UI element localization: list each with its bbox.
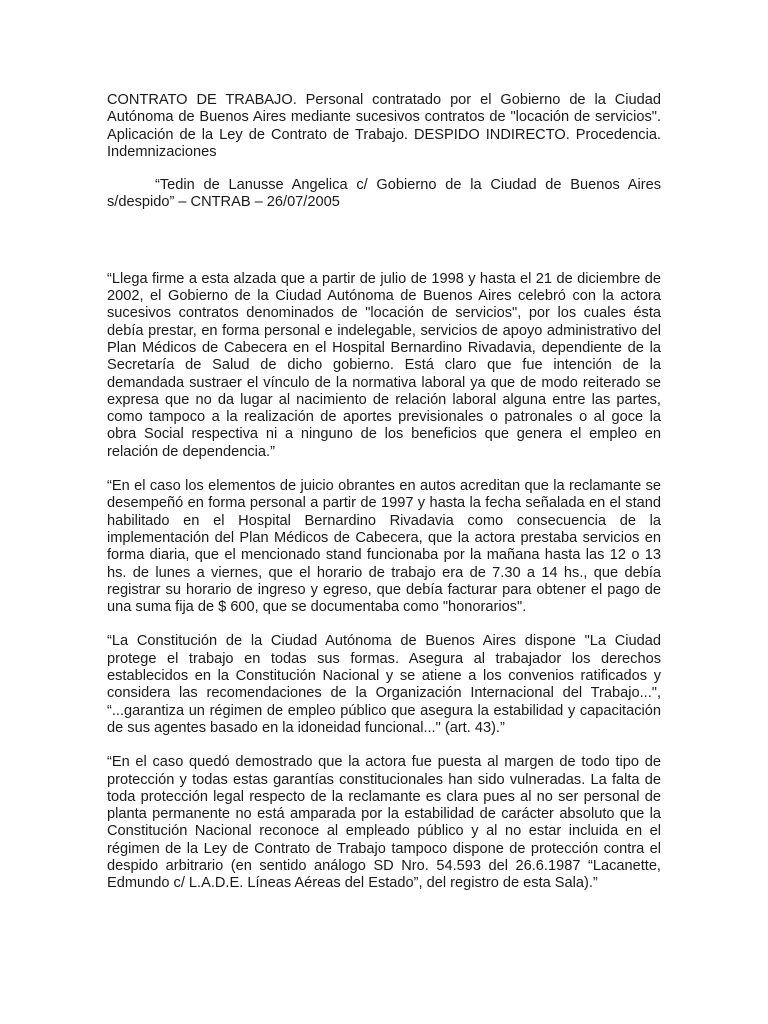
paragraph-2: “En el caso los elementos de juicio obrantes en autos acreditan que la reclamante se desempeñó en forma personal a partir de 1997 y hasta la fecha señalada en el stand habilitado en el Hospital Bernardino Rivadavia como consecuencia de la implementación del Plan Médicos de Cabecera, que la actora prestaba servicios en forma diaria, que el mencionado stand funcionaba por la mañana hasta las 12 o 13 hs. de lunes a viernes, que el horario de trabajo era de 7.30 a 14 hs., que debía registrar su horario de ingreso y egreso, que debía facturar para obtener el pago de una suma fija de $ 600, que se documentaba como "honorarios".: [107, 478, 661, 616]
document-heading: CONTRATO DE TRABAJO. Personal contratado por el Gobierno de la Ciudad Autónoma de Buenos Aires mediante sucesivos contratos de "locación de servicios". Aplicación de la Ley de Contrato de Trabajo. DESPIDO INDIRECTO. Procedencia. Indemnizaciones: [107, 92, 661, 160]
document-page: [107, 92, 661, 910]
case-citation: “Tedin de Lanusse Angelica c/ Gobierno de la Ciudad de Buenos Aires s/despido” – CNTRAB – 26/07/2005: [107, 177, 661, 211]
paragraph-3: “La Constitución de la Ciudad Autónoma de Buenos Aires dispone "La Ciudad protege el trabajo en todas sus formas. Asegura al trabajador los derechos establecidos en la Constitución Nacional y se atiene a los convenios ratificados y considera las recomendaciones de la Organización Internacional del Trabajo...", “...garantiza un régimen de empleo público que asegura la estabilidad y capacitación de sus agentes basado en la idoneidad funcional..." (art. 43).”: [107, 633, 661, 736]
paragraph-4: “En el caso quedó demostrado que la actora fue puesta al margen de todo tipo de protección y todas estas garantías constitucionales han sido vulneradas. La falta de toda protección legal respecto de la reclamante es clara pues al no ser personal de planta permanente no está amparada por la estabilidad de carácter absoluto que la Constitución Nacional reconoce al empleado público y al no estar incluida en el régimen de la Ley de Contrato de Trabajo tampoco dispone de protección contra el despido arbitrario (en sentido análogo SD Nro. 54.593 del 26.6.1987 “Lacanette, Edmundo c/ L.A.D.E. Líneas Aéreas del Estado”, del registro de esta Sala).”: [107, 754, 661, 892]
paragraph-1: “Llega firme a esta alzada que a partir de julio de 1998 y hasta el 21 de diciembre de 2002, el Gobierno de la Ciudad Autónoma de Buenos Aires celebró con la actora sucesivos contratos denominados de "locación de servicios", por los cuales ésta debía prestar, en forma personal e indelegable, servicios de apoyo administrativo del Plan Médicos de Cabecera en el Hospital Bernardino Rivadavia, dependiente de la Secretaría de Salud de dicho gobierno. Está claro que fue intención de la demandada sustraer el vínculo de la normativa laboral ya que de modo reiterado se expresa que no da lugar al nacimiento de relación laboral alguna entre las partes, como tampoco a la realización de aportes previsionales o patronales o al goce la obra Social respectiva ni a ninguno de los beneficios que genera el empleo en relación de dependencia.”: [107, 270, 661, 460]
